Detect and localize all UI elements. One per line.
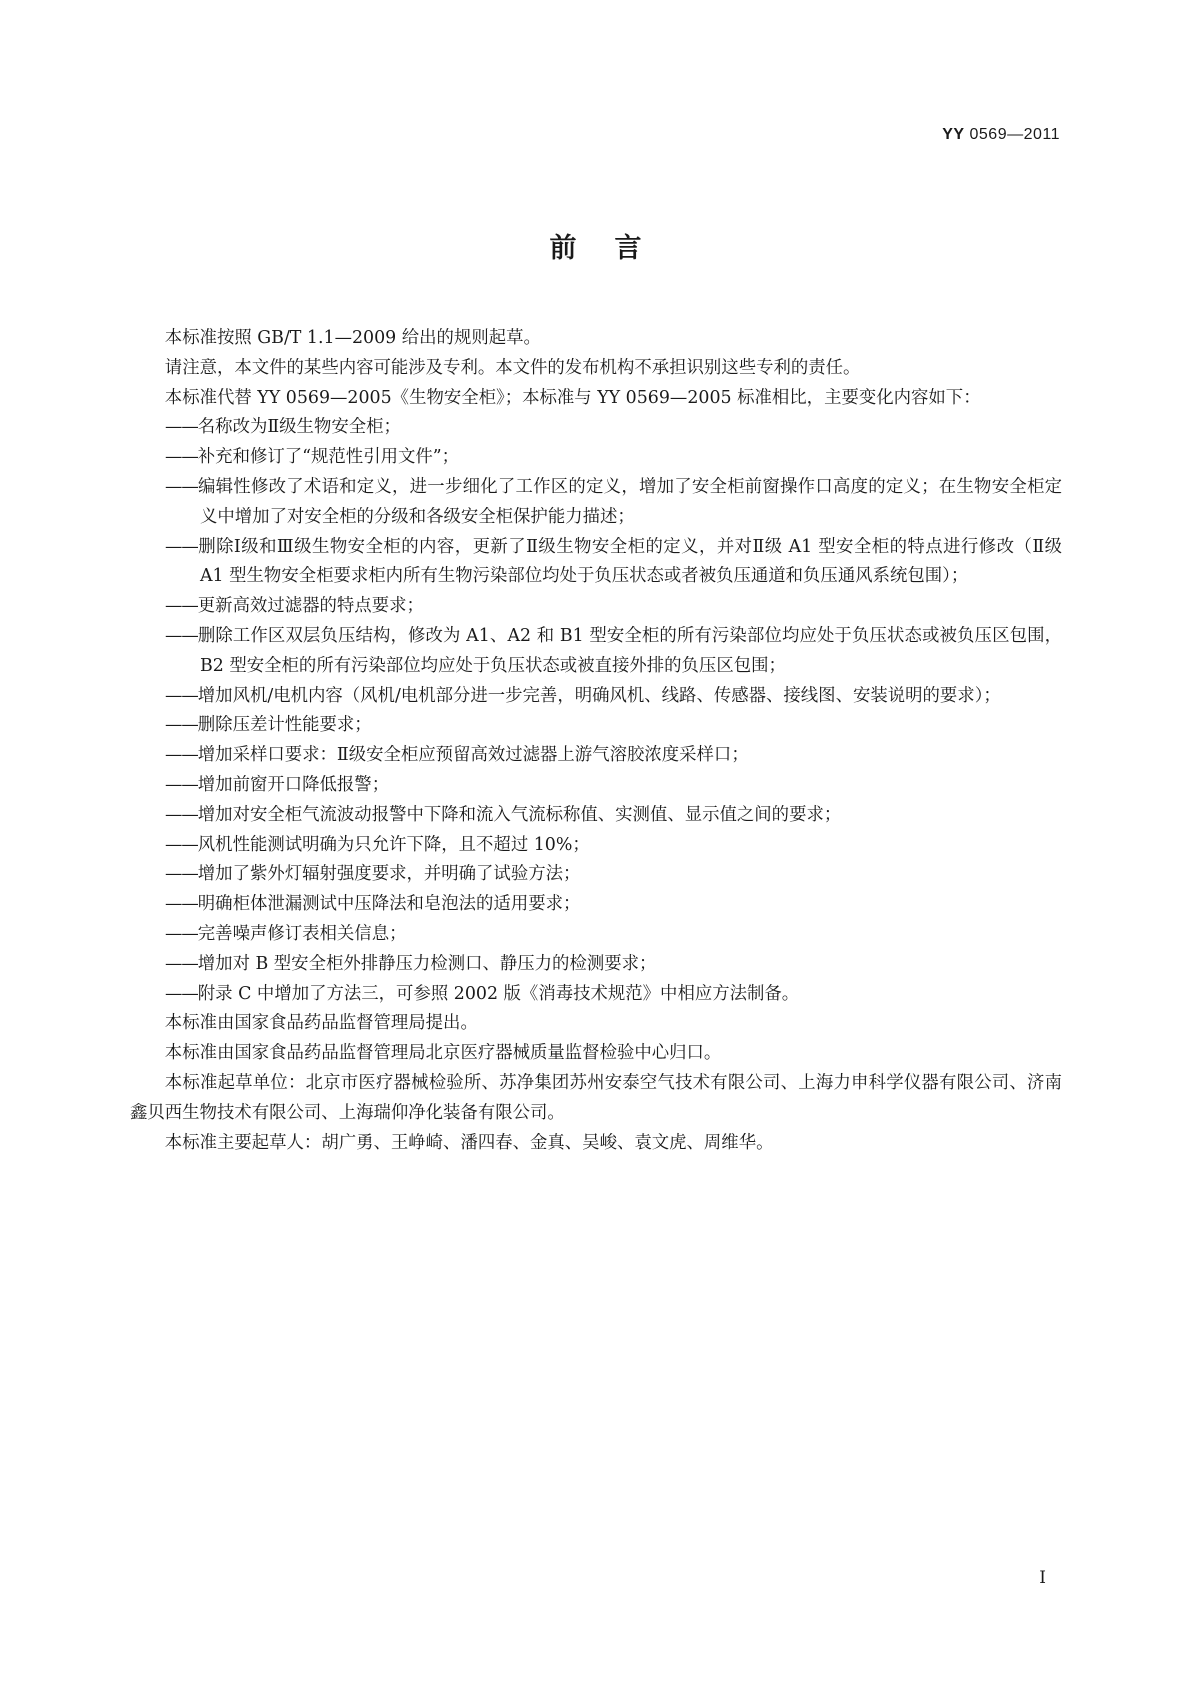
closing-paragraph: 本标准主要起草人：胡广勇、王峥崎、潘四春、金真、吴峻、袁文虎、周维华。 — [164, 1132, 774, 1153]
closing-paragraph: 本标准由国家食品药品监督管理局北京医疗器械质量监督检验中心归口。 — [164, 1043, 722, 1064]
change-item-text: 增加采样口要求：Ⅱ级安全柜应预留高效过滤器上游气溶胶浓度采样口； — [197, 745, 749, 766]
dash-marker: —— — [165, 536, 198, 557]
dash-marker: —— — [165, 685, 198, 706]
change-item-text: 名称改为Ⅱ级生物安全柜； — [197, 417, 401, 438]
dash-marker: —— — [165, 923, 198, 944]
standard-code-number: 0569—2011 — [969, 126, 1060, 143]
change-item — [130, 950, 1062, 980]
change-item-text: 风机性能测试明确为只允许下降，且不超过 10%； — [197, 834, 590, 855]
page-title: 前言 — [549, 233, 680, 264]
change-item — [130, 592, 1062, 622]
dash-marker: —— — [165, 864, 198, 885]
change-item — [130, 473, 1062, 533]
change-item — [130, 801, 1062, 831]
change-item — [130, 622, 1062, 682]
intro-paragraph: 本标准按照 GB/T 1.1—2009 给出的规则起草。 — [164, 328, 541, 348]
change-item — [130, 413, 1062, 443]
change-item — [130, 533, 1062, 593]
change-item-text: 删除工作区双层负压结构，修改为 A1、A2 和 B1 型安全柜的所有污染部位均应处于负压状态或被负压区包围，B2 型安全柜的所有污染部位均应处于负压状态或被直接外排的负压区包围； — [197, 625, 1062, 676]
change-item-text: 补充和修订了“规范性引用文件”； — [197, 447, 460, 468]
dash-marker: —— — [165, 745, 198, 766]
change-item — [130, 771, 1062, 801]
change-item-text: 增加风机/电机内容（风机/电机部分进一步完善，明确风机、线路、传感器、接线图、安装说明的要求）； — [197, 685, 1001, 706]
dash-marker: —— — [165, 774, 198, 795]
change-item-text: 完善噪声修订表相关信息； — [197, 923, 407, 944]
dash-marker: —— — [165, 953, 198, 974]
closing-paragraph: 本标准起草单位：北京市医疗器械检验所、苏净集团苏州安泰空气技术有限公司、上海力申科学仪器有限公司、济南鑫贝西生物技术有限公司、上海瑞仰净化装备有限公司。 — [130, 1072, 1062, 1123]
dash-marker: —— — [165, 625, 198, 646]
dash-marker: —— — [165, 417, 198, 438]
change-item-text: 编辑性修改了术语和定义，进一步细化了工作区的定义，增加了安全柜前窗操作口高度的定义；在生物安全柜定义中增加了对安全柜的分级和各级安全柜保护能力描述； — [197, 476, 1062, 527]
change-item — [130, 860, 1062, 890]
change-item — [130, 980, 1062, 1010]
dash-marker: —— — [165, 447, 198, 468]
standard-code-prefix: YY — [942, 126, 965, 143]
change-item-text: 增加前窗开口降低报警； — [197, 774, 390, 795]
intro-paragraph: 请注意，本文件的某些内容可能涉及专利。本文件的发布机构不承担识别这些专利的责任。 — [164, 357, 861, 378]
dash-marker: —— — [165, 596, 198, 617]
change-item-text: 明确柜体泄漏测试中压降法和皂泡法的适用要求； — [197, 894, 581, 915]
dash-marker: —— — [165, 804, 198, 825]
change-item-text: 增加对安全柜气流波动报警中下降和流入气流标称值、实测值、显示值之间的要求； — [197, 804, 842, 825]
dash-marker: —— — [165, 834, 198, 855]
dash-marker: —— — [165, 894, 198, 915]
change-item-text: 删除压差计性能要求； — [197, 715, 372, 736]
dash-marker: —— — [165, 983, 198, 1004]
change-item — [130, 711, 1062, 741]
change-item-text: 增加对 B 型安全柜外排静压力检测口、静压力的检测要求； — [197, 953, 657, 974]
page-number: I — [1039, 1568, 1046, 1588]
dash-marker: —— — [165, 715, 198, 736]
change-item — [130, 682, 1062, 712]
change-item — [130, 741, 1062, 771]
standard-code — [942, 126, 1060, 144]
change-item — [130, 920, 1062, 950]
dash-marker: —— — [165, 476, 198, 497]
intro-paragraph: 本标准代替 YY 0569—2005《生物安全柜》；本标准与 YY 0569—2005 标准相比，主要变化内容如下： — [164, 387, 981, 408]
foreword-body — [130, 324, 1062, 1158]
change-item — [130, 831, 1062, 861]
change-item — [130, 443, 1062, 473]
change-item-text: 更新高效过滤器的特点要求； — [197, 596, 424, 617]
closing-paragraph: 本标准由国家食品药品监督管理局提出。 — [164, 1013, 478, 1034]
change-item-text: 增加了紫外灯辐射强度要求，并明确了试验方法； — [197, 864, 581, 885]
change-item — [130, 890, 1062, 920]
change-item-text: 附录 C 中增加了方法三，可参照 2002 版《消毒技术规范》中相应方法制备。 — [197, 983, 800, 1004]
change-item-text: 删除Ⅰ级和Ⅲ级生物安全柜的内容，更新了Ⅱ级生物安全柜的定义，并对Ⅱ级 A1 型安全柜的特点进行修改（Ⅱ级 A1 型生物安全柜要求柜内所有生物污染部位均处于负压状态或者被负压通道和负压通风系统包围）； — [197, 536, 1062, 587]
